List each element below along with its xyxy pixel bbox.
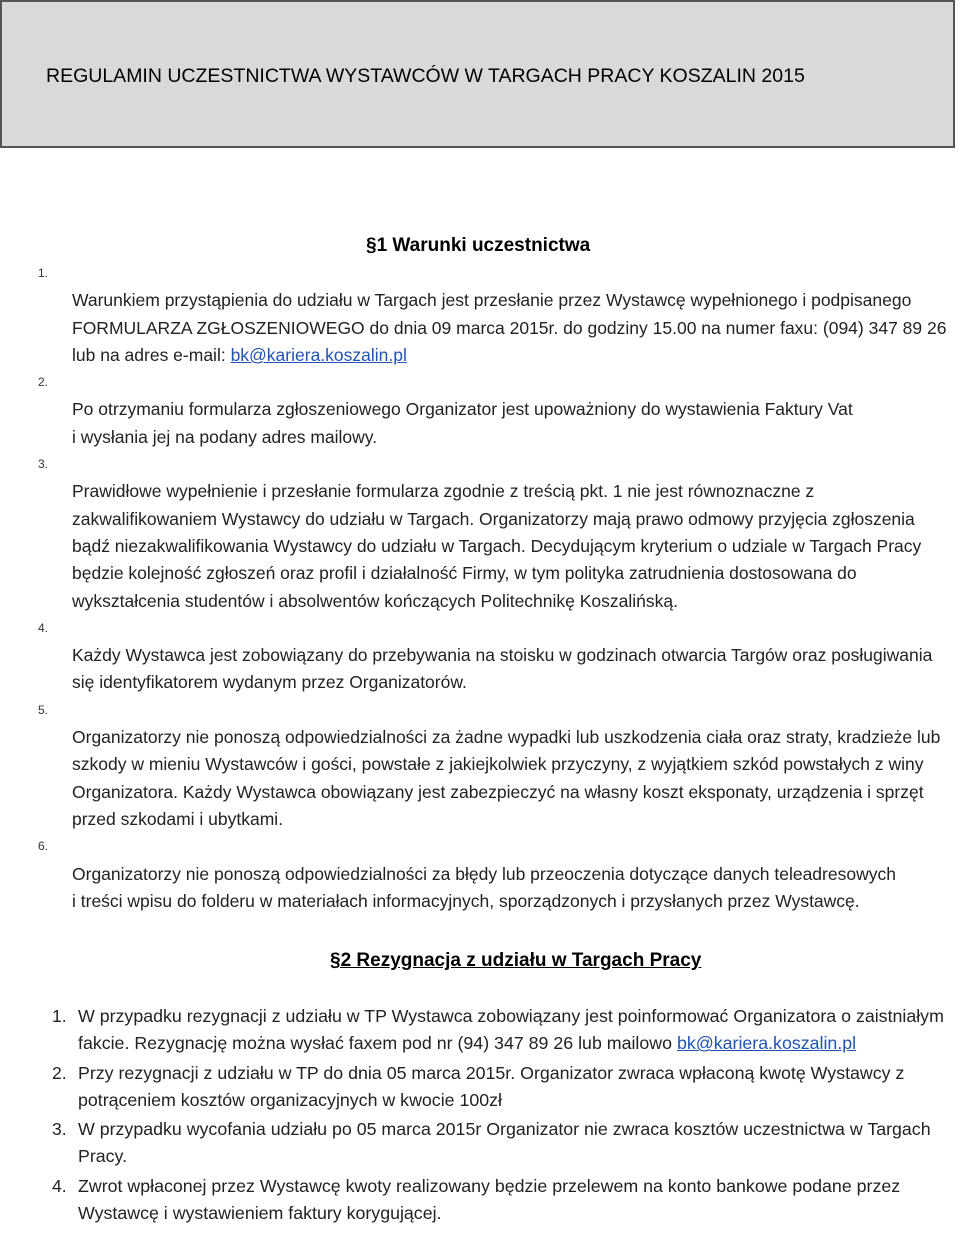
section-1-heading: §1 Warunki uczestnictwa [366,235,591,256]
list-item [0,260,960,369]
item-number: 2. [52,1062,67,1083]
item-text: W przypadku rezygnacji z udziału w TP Wystawca zobowiązany jest poinformować Organizatora o zaistniałym fakcie. Rezygnację można wysłać faxem pod nr (94) 347 89 26 lub mailowo [78,1006,944,1054]
list-item [0,697,960,833]
item-number: 2. [38,375,49,390]
list-item [0,1116,960,1171]
section-2-list [0,1003,960,1229]
item-text: Prawidłowe wypełnienie i przesłanie formularza zgodnie z treścią pkt. 1 nie jest równoznaczne z zakwalifikowaniem Wystawcy do udziału w Targach. Organizatorzy mają prawo odmowy przyjęcia zgłoszenia bądź niezakwalifikowania Wystawcy do udziału w Targach. Decydującym kryterium o udziale w Targach Pracy będzie kolejność zgłoszeń oraz profil i działalność Firmy, w tym polityka zatrudnienia dostosowana do wykształcenia studentów i absolwentów kończących Politechnikę Koszalińską. [72,481,922,611]
item-text: Zwrot wpłaconej przez Wystawcę kwoty realizowany będzie przelewem na konto bankowe podane przez Wystawcę i wystawieniem faktury korygującej. [78,1175,901,1224]
item-text: Organizatorzy nie ponoszą odpowiedzialności za błędy lub przeoczenia dotyczące danych teleadresowych i treści wpisu do folderu w materiałach informacyjnych, sporządzonych i przysłanych przez Wystawcę. [72,863,896,911]
item-number: 3. [52,1119,67,1140]
list-item [0,615,960,697]
document-title: REGULAMIN UCZESTNICTWA WYSTAWCÓW W TARGACH PRACY KOSZALIN 2015 [46,65,805,87]
list-item [0,1003,960,1058]
section-1-list [0,260,960,915]
item-number: 4. [38,620,49,635]
list-item [0,833,960,915]
list-item [0,1060,960,1115]
list-item [0,369,960,451]
item-number: 6. [38,839,49,854]
item-number: 1. [38,266,49,280]
section-2-heading: §2 Rezygnacja z udziału w Targach Pracy [330,950,702,971]
list-item [0,1173,960,1228]
item-text: Organizatorzy nie ponoszą odpowiedzialności za żadne wypadki lub uszkodzenia ciała oraz straty, kradzieże lub szkody w mieniu Wystawców i gości, powstałe z jakiejkolwiek przyczyny, z wyjątkiem szkód powstałych z winy Organizatora. Każdy Wystawca obowiązany jest zabezpieczyć na własny koszt eksponaty, urządzenia i sprzęt przed szkodami i ubytkami. [72,727,941,829]
item-text: Przy rezygnacji z udziału w TP do dnia 05 marca 2015r. Organizator zwraca wpłaconą kwotę Wystawcy z potrąceniem kosztów organizacyjnych w kwocie 100zł [78,1062,905,1110]
item-text: Warunkiem przystąpienia do udziału w Targach jest przesłanie przez Wystawcę wypełnionego i podpisanego FORMULARZA ZGŁOSZENIOWEGO do dnia 09 marca 2015r. do godziny 15.00 na numer faxu: (094) 347 89 26 lub na adres e-mail: [72,290,947,365]
title-box [0,0,955,148]
item-text: Po otrzymaniu formularza zgłoszeniowego Organizator jest upoważniony do wystawienia Faktury Vat i wysłania jej na podany adres mailowy. [72,399,853,447]
list-item [0,451,960,615]
item-number: 3. [38,457,49,472]
email-link[interactable]: bk@kariera.koszalin.pl [676,1033,857,1054]
item-text: Każdy Wystawca jest zobowiązany do przebywania na stoisku w godzinach otwarcia Targów oraz posługiwania się identyfikatorem wydanym przez Organizatorów. [72,645,933,693]
item-text: W przypadku wycofania udziału po 05 marca 2015r Organizator nie zwraca kosztów uczestnictwa w Targach Pracy. [78,1119,931,1167]
item-number: 4. [52,1175,67,1196]
email-link[interactable]: bk@kariera.koszalin.pl [230,344,407,365]
item-number: 1. [52,1006,67,1026]
item-number: 5. [38,702,49,717]
